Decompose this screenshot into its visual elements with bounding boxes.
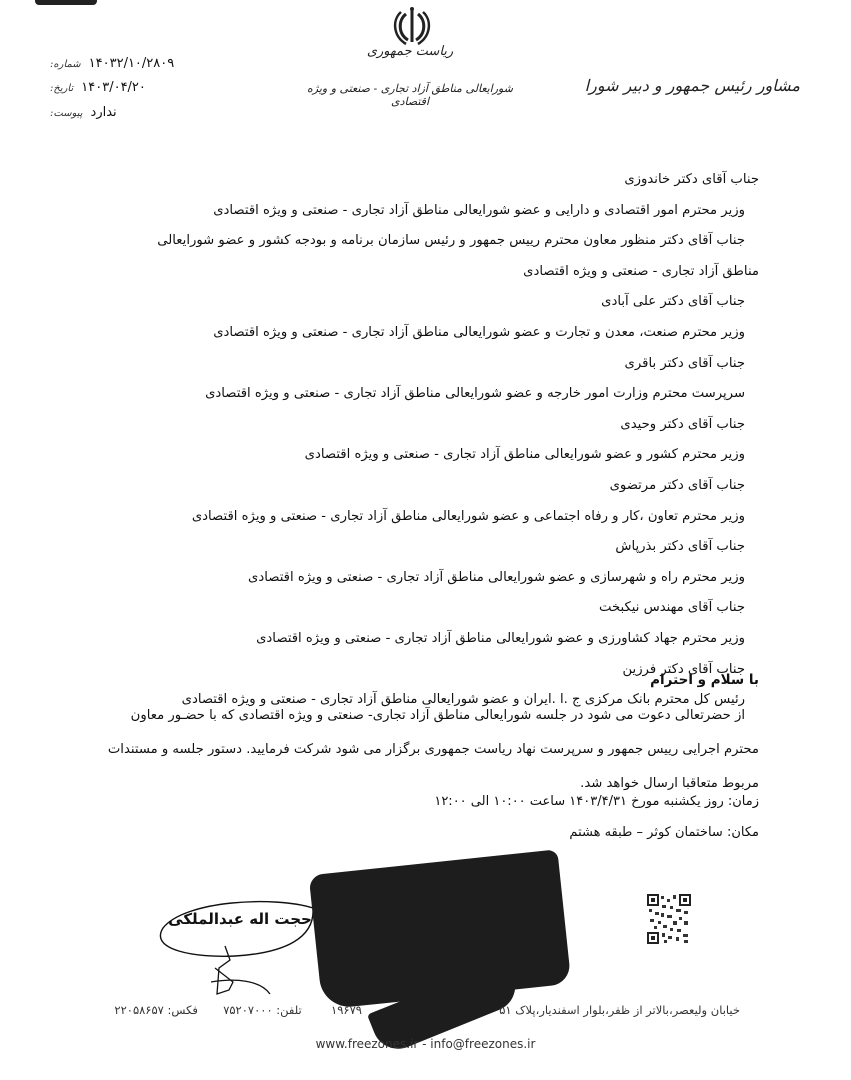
recipient-title: رئیس کل محترم بانک مرکزی ج .ا .ایران و عضو شورایعالی مناطق آزاد تجاری - صنعتی و ویژه اقتصادی (181, 692, 745, 708)
recipient-title: وزیر محترم صنعت، معدن و تجارت و عضو شورایعالی مناطق آزاد تجاری - صنعتی و ویژه اقتصادی (213, 324, 745, 340)
recipient-name: جناب آقای دکتر خاندوزی (624, 172, 759, 187)
recipient-name: جناب آقای دکتر فرزین (622, 661, 745, 677)
org-subtitle: شورایعالی مناطق آزاد تجاری - صنعتی و ویژه اقتصادی (307, 82, 513, 108)
recipient-name: جناب آقای دکتر منظور معاون محترم رییس جمهور و رئیس سازمان برنامه و بودجه کشور و عضو شورایعالی (157, 233, 745, 249)
advisor-title: مشاور رئیس جمهور و دبیر شورا (584, 76, 800, 95)
recipient-title: مناطق آزاد تجاری - صنعتی و ویژه اقتصادی (523, 263, 759, 279)
paragraph-line: محترم اجرایی رییس جمهور و سرپرست نهاد ریاست جمهوری برگزار می شود شرکت فرمایید. دستور جلسه و مستندات (107, 742, 759, 757)
recipient-name: جناب آقای دکتر باقری (624, 355, 745, 371)
recipient-name: جناب آقای مهندس نیکبخت (599, 600, 745, 616)
paragraph-line: مربوط متعاقبا ارسال خواهد شد. (580, 776, 759, 791)
footer-address: خیابان ولیعصر،بالاتر از ظفر،بلوار اسفندیار،پلاک ۵۱ (499, 1003, 740, 1017)
greeting: با سلام و احترام (650, 672, 759, 688)
org-title: ریاست جمهوری (366, 44, 454, 59)
footer-fax: فکس: ۲۲۰۵۸۶۵۷ (114, 1003, 198, 1017)
iran-emblem-icon (390, 4, 434, 48)
recipient-name: جناب آقای دکتر مرتضوی (609, 477, 745, 493)
redaction-bar-top (35, 0, 97, 5)
number-label: شماره: (50, 59, 81, 70)
recipient-name: جناب آقای دکتر علی آبادی (601, 294, 745, 310)
invitation-paragraph (79, 699, 759, 801)
footer-contact (60, 1003, 740, 1017)
recipient-title: وزیر محترم تعاون ،کار و رفاه اجتماعی و عضو شورایعالی مناطق آزاد تجاری - صنعتی و ویژه اقتصادی (191, 508, 745, 524)
recipient-name: جناب آقای دکتر بذرپاش (615, 539, 745, 555)
date-label: تاریخ: (50, 83, 74, 94)
letter-number (50, 56, 200, 71)
number-value: ۱۴۰۳۲/۱۰/۲۸۰۹ (88, 56, 175, 71)
meeting-time: زمان: روز یکشنبه مورخ ۱۴۰۳/۴/۳۱ ساعت ۱۰:۰۰ الی ۱۲:۰۰ (434, 794, 759, 809)
attachment-label: پیوست: (50, 108, 83, 119)
recipients-list (139, 165, 759, 716)
paragraph-line: از حضرتعالی دعوت می شود در جلسه شورایعالی مناطق آزاد تجاری- صنعتی و ویژه اقتصادی که با حضـور معاون (130, 708, 745, 723)
footer-phone: تلفن: ۷۵۲۰۷۰۰۰ (223, 1003, 302, 1017)
date-value: ۱۴۰۳/۰۴/۲۰ (81, 80, 146, 95)
recipient-title: وزیر محترم امور اقتصادی و دارایی و عضو شورایعالی مناطق آزاد تجاری - صنعتی و ویژه اقتصادی (213, 202, 745, 218)
recipient-title: سرپرست محترم وزارت امور خارجه و عضو شورایعالی مناطق آزاد تجاری - صنعتی و ویژه اقتصادی (205, 386, 745, 402)
attachment-value: ندارد (90, 105, 117, 120)
recipient-name: جناب آقای دکتر وحیدی (620, 416, 745, 432)
letter-attachment (50, 105, 200, 120)
letter-date (50, 80, 200, 95)
qr-code-icon (646, 893, 692, 945)
signer-name: حجت اله عبدالملکی (168, 910, 312, 928)
footer-postal-code: ۱۹۶۷۹ (331, 1003, 362, 1017)
recipient-title: وزیر محترم راه و شهرسازی و عضو شورایعالی مناطق آزاد تجاری - صنعتی و ویژه اقتصادی (248, 569, 745, 585)
recipient-title: وزیر محترم کشور و عضو شورایعالی مناطق آزاد تجاری - صنعتی و ویژه اقتصادی (304, 447, 745, 463)
recipient-title: وزیر محترم جهاد کشاورزی و عضو شورایعالی مناطق آزاد تجاری - صنعتی و ویژه اقتصادی (256, 630, 745, 646)
footer-web[interactable]: www.freezones.ir - info@freezones.ir (315, 1037, 536, 1051)
meeting-place: مکان: ساختمان کوثر – طبقه هشتم (569, 825, 759, 840)
